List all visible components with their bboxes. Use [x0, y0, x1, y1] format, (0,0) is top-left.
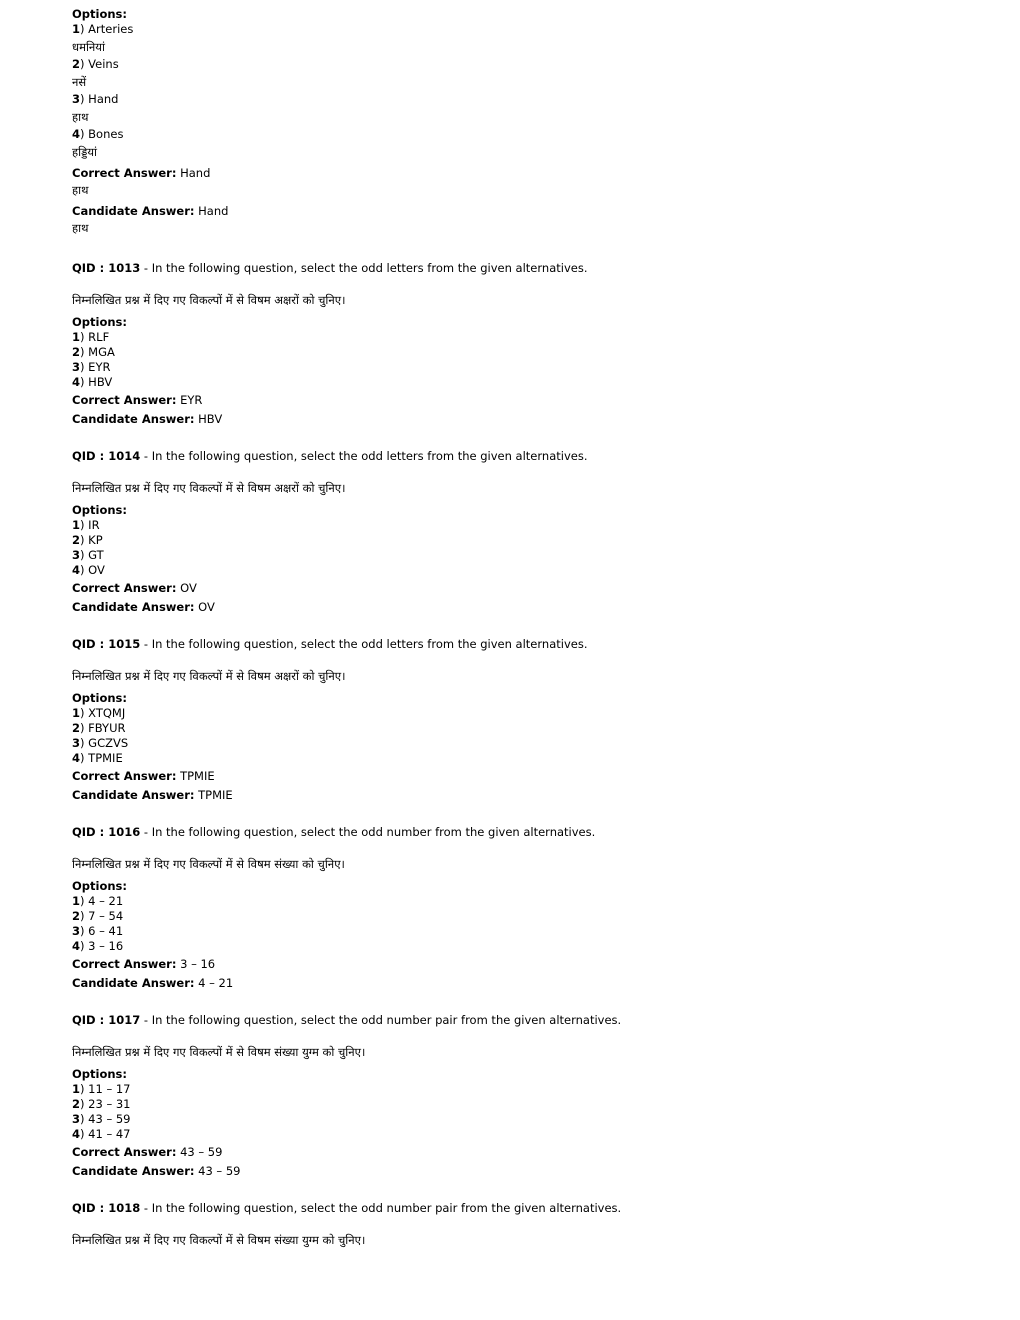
option-number: 2 [72, 908, 81, 923]
qid-number: 1013 [108, 260, 141, 275]
candidate-answer: Candidate Answer: Hand [72, 203, 229, 218]
option-text: EYR [88, 359, 111, 374]
option-number: 3 [72, 547, 81, 562]
option-number: 1 [72, 517, 81, 532]
qid-label [72, 1013, 140, 1027]
option-item: 2) FBYUR [72, 720, 126, 735]
option-text: 6 – 41 [88, 923, 124, 938]
question-text-en: - In the following question, select the odd letters from the given alternatives. [140, 260, 588, 275]
option-number: 1 [72, 1081, 81, 1096]
question-text-en: - In the following question, select the odd letters from the given alternatives. [140, 448, 588, 463]
option-text-en: Hand [88, 92, 119, 106]
option-number: 2 [72, 532, 81, 547]
option-text: HBV [88, 374, 113, 389]
option-item: 1) IR [72, 517, 100, 532]
correct-answer: Correct Answer: Hand [72, 165, 211, 180]
option-item: 4) 3 – 16 [72, 938, 124, 953]
candidate-answer-label: Candidate Answer: [72, 787, 195, 802]
option-number: 1 [72, 893, 81, 908]
qid-prefix: QID : [72, 824, 109, 839]
option-number: 4 [72, 750, 81, 765]
option-text-en: Veins [88, 57, 119, 71]
option-item: 1) 11 – 17 [72, 1081, 131, 1096]
qid-number: 1014 [108, 448, 141, 463]
option-number: 2 [72, 344, 81, 359]
option-item: 1) 4 – 21 [72, 893, 124, 908]
qid-prefix: QID : [72, 448, 109, 463]
option-number: 1 [72, 22, 81, 36]
option-number: 2 [72, 57, 81, 71]
option-number: 2 [72, 720, 81, 735]
option-text-hindi: हाथ [72, 109, 89, 124]
option-item: 3) EYR [72, 359, 111, 374]
option-text: 43 – 59 [88, 1111, 131, 1126]
option-text-hindi: नसें [72, 74, 87, 89]
candidate-answer [72, 412, 972, 427]
candidate-answer-label: Candidate Answer: [72, 599, 195, 614]
options-label: Options: [72, 502, 127, 517]
option-item: 1) Arteries [72, 22, 134, 36]
option-text: 7 – 54 [88, 908, 124, 923]
option-text-hindi: हड्डियां [72, 144, 97, 159]
qid-label [72, 449, 140, 463]
option-item: 3) Hand [72, 92, 119, 106]
correct-answer-label: Correct Answer: [72, 1144, 177, 1159]
question-block [72, 261, 972, 427]
qid-label [72, 637, 140, 651]
option-item: 2) MGA [72, 344, 115, 359]
correct-answer-hindi: हाथ [72, 182, 89, 197]
option-number: 2 [72, 1096, 81, 1111]
options-heading [72, 315, 972, 330]
option-item: 3) 43 – 59 [72, 1111, 131, 1126]
candidate-answer [72, 600, 972, 615]
correct-answer-value: 43 – 59 [180, 1144, 223, 1159]
question-title [72, 449, 972, 464]
correct-answer-label: Correct Answer: [72, 392, 177, 407]
option-number: 3 [72, 359, 81, 374]
correct-answer [72, 957, 972, 972]
candidate-answer-value: OV [198, 599, 215, 614]
option-text-hindi: धमनियां [72, 39, 105, 54]
question-text-en: - In the following question, select the odd number from the given alternatives. [140, 824, 596, 839]
correct-answer-value: TPMIE [180, 768, 215, 783]
candidate-answer-label: Candidate Answer: [72, 1163, 195, 1178]
question-block [72, 1201, 972, 1248]
option-number: 4 [72, 938, 81, 953]
qid-label [72, 825, 140, 839]
option-item: 1) XTQMJ [72, 705, 126, 720]
options-heading [72, 1067, 972, 1082]
option-item: 4) HBV [72, 374, 113, 389]
option-number: 4 [72, 127, 81, 141]
qid-number: 1016 [108, 824, 141, 839]
qid-prefix: QID : [72, 1200, 109, 1215]
options-label: Options: [72, 878, 127, 893]
option-item: 2) KP [72, 532, 103, 547]
candidate-answer-value: 43 – 59 [198, 1163, 241, 1178]
question-block [72, 1013, 972, 1179]
options-heading [72, 691, 972, 706]
option-text: 11 – 17 [88, 1081, 131, 1096]
option-item: 4) OV [72, 562, 105, 577]
candidate-answer-value: TPMIE [198, 787, 233, 802]
correct-answer [72, 1145, 972, 1160]
question-text-hindi: निम्नलिखित प्रश्न में दिए गए विकल्पों में से विषम अक्षरों को चुनिए। [72, 292, 346, 307]
candidate-answer-label: Candidate Answer: [72, 411, 195, 426]
option-item: 1) RLF [72, 329, 110, 344]
option-number: 1 [72, 705, 81, 720]
question-block [72, 449, 972, 615]
correct-answer-label: Correct Answer: [72, 768, 177, 783]
option-number: 3 [72, 735, 81, 750]
qid-prefix: QID : [72, 636, 109, 651]
option-number: 1 [72, 329, 81, 344]
option-item: 2) Veins [72, 57, 119, 71]
question-title [72, 1013, 972, 1028]
correct-answer [72, 393, 972, 408]
options-heading [72, 879, 972, 894]
option-number: 4 [72, 1126, 81, 1141]
correct-answer-label: Correct Answer: [72, 580, 177, 595]
candidate-answer [72, 976, 972, 991]
option-text: KP [88, 532, 103, 547]
question-title [72, 825, 972, 840]
option-text: MGA [88, 344, 115, 359]
option-number: 4 [72, 374, 81, 389]
options-heading [72, 503, 972, 518]
option-text: 3 – 16 [88, 938, 124, 953]
candidate-answer-value: 4 – 21 [198, 975, 234, 990]
option-text: 23 – 31 [88, 1096, 131, 1111]
question-text-hindi: निम्नलिखित प्रश्न में दिए गए विकल्पों में से विषम अक्षरों को चुनिए। [72, 668, 346, 683]
question-text-hindi: निम्नलिखित प्रश्न में दिए गए विकल्पों में से विषम संख्या युग्म को चुनिए। [72, 1232, 366, 1247]
qid-number: 1015 [108, 636, 141, 651]
options-label: Options: [72, 1066, 127, 1081]
question-title [72, 637, 972, 652]
candidate-answer [72, 788, 972, 803]
option-item: 4) TPMIE [72, 750, 123, 765]
option-item: 2) 23 – 31 [72, 1096, 131, 1111]
option-text: RLF [88, 329, 110, 344]
qid-prefix: QID : [72, 260, 109, 275]
question-block [72, 637, 972, 803]
question-text-hindi: निम्नलिखित प्रश्न में दिए गए विकल्पों में से विषम संख्या को चुनिए। [72, 856, 345, 871]
question-title [72, 1201, 972, 1216]
option-item: 4) 41 – 47 [72, 1126, 131, 1141]
option-text: 41 – 47 [88, 1126, 131, 1141]
option-number: 4 [72, 562, 81, 577]
option-text: OV [88, 562, 105, 577]
correct-answer-value: 3 – 16 [180, 956, 216, 971]
qid-number: 1018 [108, 1200, 141, 1215]
options-label: Options: [72, 314, 127, 329]
option-item: 3) GT [72, 547, 104, 562]
option-text: TPMIE [88, 750, 123, 765]
option-item: 3) GCZVS [72, 735, 129, 750]
correct-answer [72, 581, 972, 596]
options-heading: Options: [72, 7, 127, 21]
candidate-answer-value: HBV [198, 411, 223, 426]
question-block [72, 825, 972, 991]
option-text: IR [88, 517, 100, 532]
option-item: 2) 7 – 54 [72, 908, 124, 923]
option-text-en: Arteries [88, 22, 134, 36]
correct-answer-label: Correct Answer: [72, 956, 177, 971]
qid-label [72, 1201, 140, 1215]
qid-number: 1017 [108, 1012, 141, 1027]
correct-answer-value: EYR [180, 392, 203, 407]
option-text-en: Bones [88, 127, 124, 141]
option-item: 3) 6 – 41 [72, 923, 124, 938]
options-label: Options: [72, 690, 127, 705]
option-item: 4) Bones [72, 127, 124, 141]
candidate-answer-label: Candidate Answer: [72, 975, 195, 990]
question-text-en: - In the following question, select the odd number pair from the given alternatives. [140, 1200, 622, 1215]
question-text-hindi: निम्नलिखित प्रश्न में दिए गए विकल्पों में से विषम संख्या युग्म को चुनिए। [72, 1044, 366, 1059]
question-paper-page [72, 7, 972, 1248]
question-text-en: - In the following question, select the odd letters from the given alternatives. [140, 636, 588, 651]
option-number: 3 [72, 1111, 81, 1126]
option-text: XTQMJ [88, 705, 126, 720]
qid-label [72, 261, 140, 275]
correct-answer-value: OV [180, 580, 197, 595]
option-text: GT [88, 547, 104, 562]
correct-answer [72, 769, 972, 784]
question-text-en: - In the following question, select the odd number pair from the given alternatives. [140, 1012, 622, 1027]
option-number: 3 [72, 923, 81, 938]
candidate-answer-hindi: हाथ [72, 220, 89, 235]
qid-prefix: QID : [72, 1012, 109, 1027]
candidate-answer [72, 1164, 972, 1179]
option-text: FBYUR [88, 720, 126, 735]
question-title [72, 261, 972, 276]
option-number: 3 [72, 92, 81, 106]
option-text: 4 – 21 [88, 893, 124, 908]
option-text: GCZVS [88, 735, 129, 750]
question-block-1012-tail [72, 7, 972, 236]
question-text-hindi: निम्नलिखित प्रश्न में दिए गए विकल्पों में से विषम अक्षरों को चुनिए। [72, 480, 346, 495]
